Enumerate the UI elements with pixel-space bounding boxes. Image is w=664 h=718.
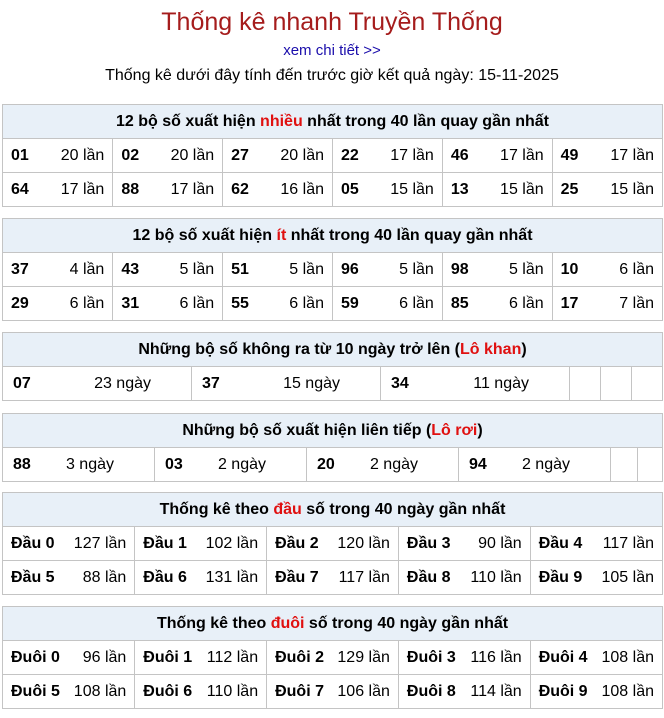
stat-value: 110 lần xyxy=(470,568,522,586)
stat-key: Đầu 3 xyxy=(406,534,451,552)
stat-cell xyxy=(3,287,113,321)
table-row xyxy=(3,173,662,207)
stat-key: 64 xyxy=(11,180,29,198)
table-row xyxy=(3,641,662,675)
stat-cell xyxy=(552,173,662,207)
stat-value: 5 lần xyxy=(179,260,215,278)
stat-value: 5 lần xyxy=(399,260,434,278)
stat-cell xyxy=(113,287,223,321)
table-row xyxy=(3,561,662,595)
stat-key: 59 xyxy=(340,294,359,312)
stat-key: Đuôi 1 xyxy=(143,648,193,666)
stat-value: 7 lần xyxy=(619,294,654,312)
lo-roi-title: Những bộ số xuất hiện liên tiếp (Lô rơi) xyxy=(3,414,662,448)
stat-cell xyxy=(398,561,530,595)
stat-value: 116 lần xyxy=(470,648,522,666)
stat-cell xyxy=(3,675,135,709)
most-frequent-panel xyxy=(2,104,663,207)
stat-value: 5 lần xyxy=(289,260,324,278)
stat-key: 29 xyxy=(11,294,29,312)
stat-value: 120 lần xyxy=(337,534,390,552)
stat-cell xyxy=(223,173,333,207)
stat-key: 13 xyxy=(450,180,469,198)
stat-cell xyxy=(332,287,442,321)
stat-key: Đuôi 0 xyxy=(11,648,60,666)
stat-value: 5 lần xyxy=(508,260,544,278)
stat-cell xyxy=(530,675,662,709)
stat-key: Đuôi 2 xyxy=(275,648,324,666)
table-row xyxy=(3,527,662,561)
stat-cell xyxy=(398,675,530,709)
lo-roi-cell: 03 2 ngày xyxy=(155,448,307,481)
stat-cell xyxy=(332,139,442,173)
stat-key: 22 xyxy=(340,146,359,164)
stat-cell xyxy=(552,139,662,173)
stat-key: Đầu 2 xyxy=(275,534,319,552)
stat-key: Đầu 9 xyxy=(538,568,583,586)
stat-value: 108 lần xyxy=(601,682,654,700)
stat-key: Đầu 1 xyxy=(143,534,187,552)
lo-khan-title: Những bộ số không ra từ 10 ngày trở lên (Lô khan) xyxy=(3,333,662,367)
duoi-stats-title: Thống kê theo đuôi số trong 40 ngày gần nhất xyxy=(3,607,662,641)
stat-value: 105 lần xyxy=(601,568,654,586)
duoi-stats-table xyxy=(3,641,662,708)
stat-value: 20 lần xyxy=(280,146,324,164)
stat-key: Đuôi 9 xyxy=(538,682,588,700)
stat-cell xyxy=(3,173,113,207)
lo-roi-cell: 94 2 ngày xyxy=(459,448,611,481)
stat-key: Đầu 4 xyxy=(538,534,583,552)
lo-khan-cell: 34 11 ngày xyxy=(381,367,570,400)
duoi-stats-panel xyxy=(2,606,663,709)
stat-key: 55 xyxy=(231,294,249,312)
stat-value: 117 lần xyxy=(338,568,390,586)
stat-value: 129 lần xyxy=(337,648,390,666)
stat-cell xyxy=(3,139,113,173)
stat-value: 108 lần xyxy=(73,682,127,700)
stat-key: Đuôi 6 xyxy=(143,682,193,700)
stat-cell xyxy=(223,253,333,287)
stat-cell xyxy=(332,173,442,207)
stat-key: 43 xyxy=(121,260,140,278)
table-row xyxy=(3,287,662,321)
stat-value: 16 lần xyxy=(280,180,324,198)
stat-value: 90 lần xyxy=(478,534,522,552)
empty-cell xyxy=(632,367,663,400)
stat-key: 02 xyxy=(121,146,140,164)
stat-key: Đuôi 3 xyxy=(406,648,456,666)
table-row xyxy=(3,253,662,287)
stat-key: 96 xyxy=(340,260,359,278)
empty-cell xyxy=(601,367,632,400)
stat-cell xyxy=(552,287,662,321)
stat-cell xyxy=(135,527,267,561)
stat-key: Đầu 5 xyxy=(11,568,55,586)
stat-key: Đuôi 5 xyxy=(11,682,60,700)
stat-cell xyxy=(3,641,135,675)
stat-cell xyxy=(113,173,223,207)
stat-value: 114 lần xyxy=(470,682,522,700)
stat-cell xyxy=(530,527,662,561)
empty-cell xyxy=(638,448,663,481)
lo-roi-cell: 88 3 ngày xyxy=(3,448,155,481)
stat-key: 49 xyxy=(560,146,579,164)
lo-khan-cell: 37 15 ngày xyxy=(192,367,381,400)
dau-stats-panel xyxy=(2,492,663,595)
stat-cell xyxy=(223,139,333,173)
stat-key: 05 xyxy=(340,180,359,198)
date-caption: Thống kê dưới đây tính đến trước giờ kết quả ngày: 15-11-2025 xyxy=(105,67,559,84)
stat-key: 62 xyxy=(231,180,249,198)
least-frequent-title: 12 bộ số xuất hiện ít nhất trong 40 lần quay gần nhất xyxy=(3,219,662,253)
stat-cell xyxy=(442,287,552,321)
stat-value: 17 lần xyxy=(500,146,544,164)
stat-cell xyxy=(267,527,399,561)
stat-key: 01 xyxy=(11,146,29,164)
stat-value: 131 lần xyxy=(205,568,259,586)
stat-cell xyxy=(3,561,135,595)
stat-key: Đầu 7 xyxy=(275,568,319,586)
stat-key: 46 xyxy=(450,146,469,164)
table-row xyxy=(3,675,662,709)
stat-value: 15 lần xyxy=(390,180,434,198)
stat-key: Đầu 0 xyxy=(11,534,55,552)
stat-key: Đuôi 4 xyxy=(538,648,588,666)
stat-value: 6 lần xyxy=(399,294,434,312)
stat-value: 106 lần xyxy=(337,682,390,700)
stat-cell xyxy=(3,527,135,561)
stat-cell xyxy=(552,253,662,287)
most-frequent-table xyxy=(3,139,662,206)
least-frequent-table xyxy=(3,253,662,320)
stat-cell xyxy=(267,561,399,595)
stat-key: 27 xyxy=(231,146,249,164)
stat-value: 88 lần xyxy=(82,568,127,586)
least-frequent-panel xyxy=(2,218,663,321)
stat-cell xyxy=(135,641,267,675)
stat-value: 6 lần xyxy=(508,294,544,312)
stat-key: 51 xyxy=(231,260,249,278)
stat-value: 6 lần xyxy=(179,294,215,312)
stat-value: 102 lần xyxy=(205,534,259,552)
stat-key: Đầu 8 xyxy=(406,568,451,586)
stat-key: 17 xyxy=(560,294,579,312)
stat-key: 37 xyxy=(11,260,29,278)
dau-stats-title: Thống kê theo đầu số trong 40 ngày gần nhất xyxy=(3,493,662,527)
stat-key: Đuôi 7 xyxy=(275,682,324,700)
stat-value: 17 lần xyxy=(610,146,654,164)
stat-value: 6 lần xyxy=(619,260,654,278)
stat-key: Đuôi 8 xyxy=(406,682,456,700)
stat-key: 98 xyxy=(450,260,469,278)
empty-cell xyxy=(570,367,601,400)
table-row xyxy=(3,139,662,173)
lo-roi-table xyxy=(3,448,662,481)
stat-value: 20 lần xyxy=(60,146,105,164)
stat-cell xyxy=(113,253,223,287)
lo-khan-table xyxy=(3,367,662,400)
stat-value: 17 lần xyxy=(60,180,105,198)
stat-value: 108 lần xyxy=(601,648,654,666)
stat-cell xyxy=(332,253,442,287)
stat-cell xyxy=(223,287,333,321)
stat-cell xyxy=(442,173,552,207)
stat-value: 20 lần xyxy=(170,146,215,164)
stat-key: 25 xyxy=(560,180,579,198)
stat-cell xyxy=(267,675,399,709)
stat-value: 15 lần xyxy=(610,180,654,198)
stat-cell xyxy=(113,139,223,173)
stat-value: 112 lần xyxy=(206,648,259,666)
stat-cell xyxy=(442,253,552,287)
stat-value: 127 lần xyxy=(73,534,127,552)
dau-stats-table xyxy=(3,527,662,594)
stat-value: 6 lần xyxy=(289,294,324,312)
stat-cell xyxy=(3,253,113,287)
stat-key: Đầu 6 xyxy=(143,568,187,586)
empty-cell xyxy=(611,448,638,481)
view-details-link[interactable]: xem chi tiết >> xyxy=(283,42,381,59)
stat-cell xyxy=(135,561,267,595)
stat-value: 96 lần xyxy=(82,648,127,666)
stat-cell xyxy=(530,641,662,675)
stat-value: 110 lần xyxy=(206,682,259,700)
stat-key: 88 xyxy=(121,180,140,198)
lo-roi-panel xyxy=(2,413,663,482)
lo-khan-panel xyxy=(2,332,663,401)
stat-key: 10 xyxy=(560,260,579,278)
stat-cell xyxy=(530,561,662,595)
stat-key: 31 xyxy=(121,294,140,312)
stat-value: 4 lần xyxy=(69,260,105,278)
stat-value: 117 lần xyxy=(602,534,654,552)
stat-cell xyxy=(398,527,530,561)
stat-cell xyxy=(135,675,267,709)
stat-cell xyxy=(398,641,530,675)
page-header xyxy=(0,7,664,86)
lo-khan-cell: 07 23 ngày xyxy=(3,367,192,400)
stat-key: 85 xyxy=(450,294,469,312)
stat-cell xyxy=(267,641,399,675)
stat-value: 17 lần xyxy=(170,180,215,198)
most-frequent-title: 12 bộ số xuất hiện nhiều nhất trong 40 lần quay gần nhất xyxy=(3,105,662,139)
stat-value: 15 lần xyxy=(500,180,544,198)
page-title: Thống kê nhanh Truyền Thống xyxy=(161,8,503,36)
stat-value: 6 lần xyxy=(69,294,105,312)
stat-cell xyxy=(442,139,552,173)
stat-value: 17 lần xyxy=(390,146,434,164)
lo-roi-cell: 20 2 ngày xyxy=(307,448,459,481)
